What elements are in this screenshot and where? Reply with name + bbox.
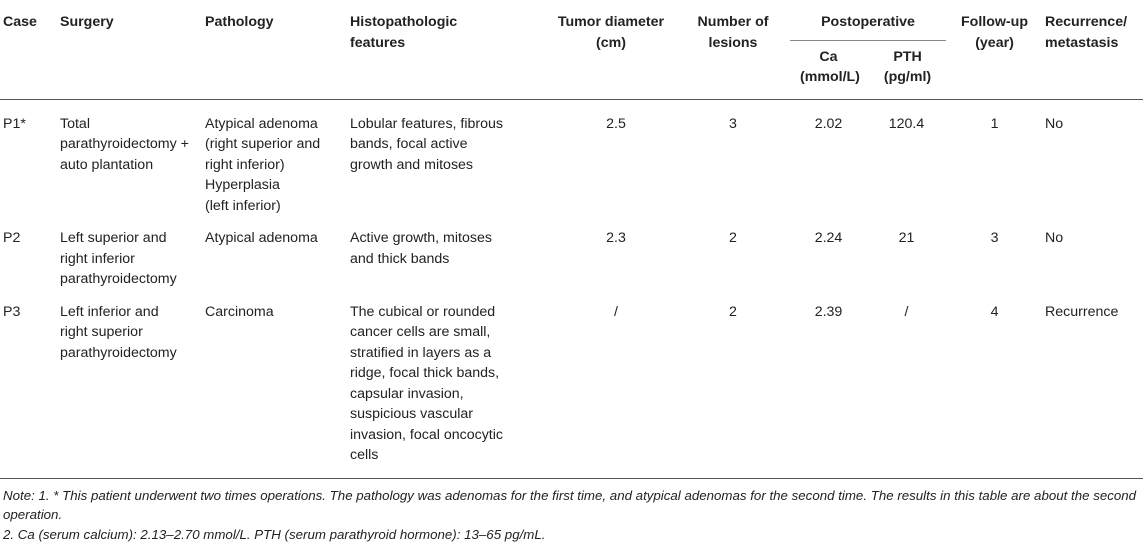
cell-number-of-lesions: 2: [729, 303, 737, 320]
cell-tumor-diameter: 2.3: [606, 230, 626, 246]
cell-histopathologic-features: Lobular features, fibrous bands, focal active growth and mitoses: [350, 115, 504, 173]
cell-histopathologic-features: Active growth, mitoses and thick bands: [350, 230, 492, 267]
cell-pathology: Atypical adenoma: [205, 230, 318, 246]
cell-follow-up: 4: [990, 303, 999, 320]
cell-pathology-line1: Atypical adenoma (right superior and right inferior): [205, 115, 321, 173]
header-recurrence-metastasis: Recurrence/ metastasis: [1045, 14, 1128, 51]
cell-pth: 21: [898, 230, 915, 246]
cell-recurrence: Recurrence: [1045, 303, 1119, 320]
header-postoperative: Postoperative: [790, 0, 946, 40]
cell-tumor-diameter: /: [614, 303, 618, 320]
cell-pathology-line2: Hyperplasia (left inferior): [205, 177, 281, 214]
cell-ca: 2.39: [814, 303, 843, 320]
cell-case: P1*: [3, 115, 26, 132]
table-row: [0, 228, 1143, 302]
cell-ca: 2.02: [814, 115, 843, 132]
cell-tumor-diameter: 2.5: [606, 115, 626, 132]
cell-pth: /: [904, 303, 909, 320]
header-pth: PTH (pg/ml): [883, 48, 932, 85]
cell-recurrence: No: [1045, 115, 1064, 132]
cell-ca: 2.24: [814, 230, 843, 246]
header-pathology: Pathology: [205, 14, 274, 30]
cell-number-of-lesions: 3: [729, 115, 737, 132]
cell-recurrence: No: [1045, 230, 1064, 246]
cell-case: P3: [3, 303, 21, 320]
cell-follow-up: 3: [990, 230, 999, 246]
cell-surgery: Total parathyroidectomy + auto plantation: [60, 115, 189, 173]
cell-pathology: [204, 99, 350, 228]
table-row: [0, 99, 1143, 228]
cell-histopathologic-features: The cubical or rounded cancer cells are small, stratified in layers as a ridge, focal thick bands, capsular invasion, suspicious vascular invasion, focal oncocytic cells: [350, 303, 503, 463]
header-case: Case: [3, 14, 37, 30]
cell-pth: 120.4: [888, 115, 925, 132]
header-histopathologic-features: Histopathologic features: [350, 14, 458, 51]
cell-surgery: Left inferior and right superior parathyroidectomy: [60, 303, 177, 361]
header-ca: Ca (mmol/L): [800, 48, 860, 85]
table-row: [0, 302, 1143, 479]
table-note-2: 2. Ca (serum calcium): 2.13–2.70 mmol/L. PTH (serum parathyroid hormone): 13–65 pg/mL.: [3, 527, 546, 542]
cell-number-of-lesions: 2: [729, 230, 737, 246]
header-row: [0, 0, 1143, 40]
header-number-of-lesions: Number of lesions: [697, 14, 769, 51]
header-tumor-diameter: Tumor diameter (cm): [557, 14, 665, 51]
header-surgery: Surgery: [60, 14, 114, 30]
header-follow-up: Follow-up (year): [961, 14, 1028, 51]
table-note-1: Note: 1. * This patient underwent two times operations. The pathology was adenomas for the first time, and atypical adenomas for the second time. The results in this table are about the second operation.: [3, 488, 1137, 522]
cell-follow-up: 1: [990, 115, 999, 132]
cell-pathology: Carcinoma: [205, 303, 274, 320]
cell-surgery: Left superior and right inferior parathyroidectomy: [60, 230, 177, 287]
cell-case: P2: [3, 230, 21, 246]
